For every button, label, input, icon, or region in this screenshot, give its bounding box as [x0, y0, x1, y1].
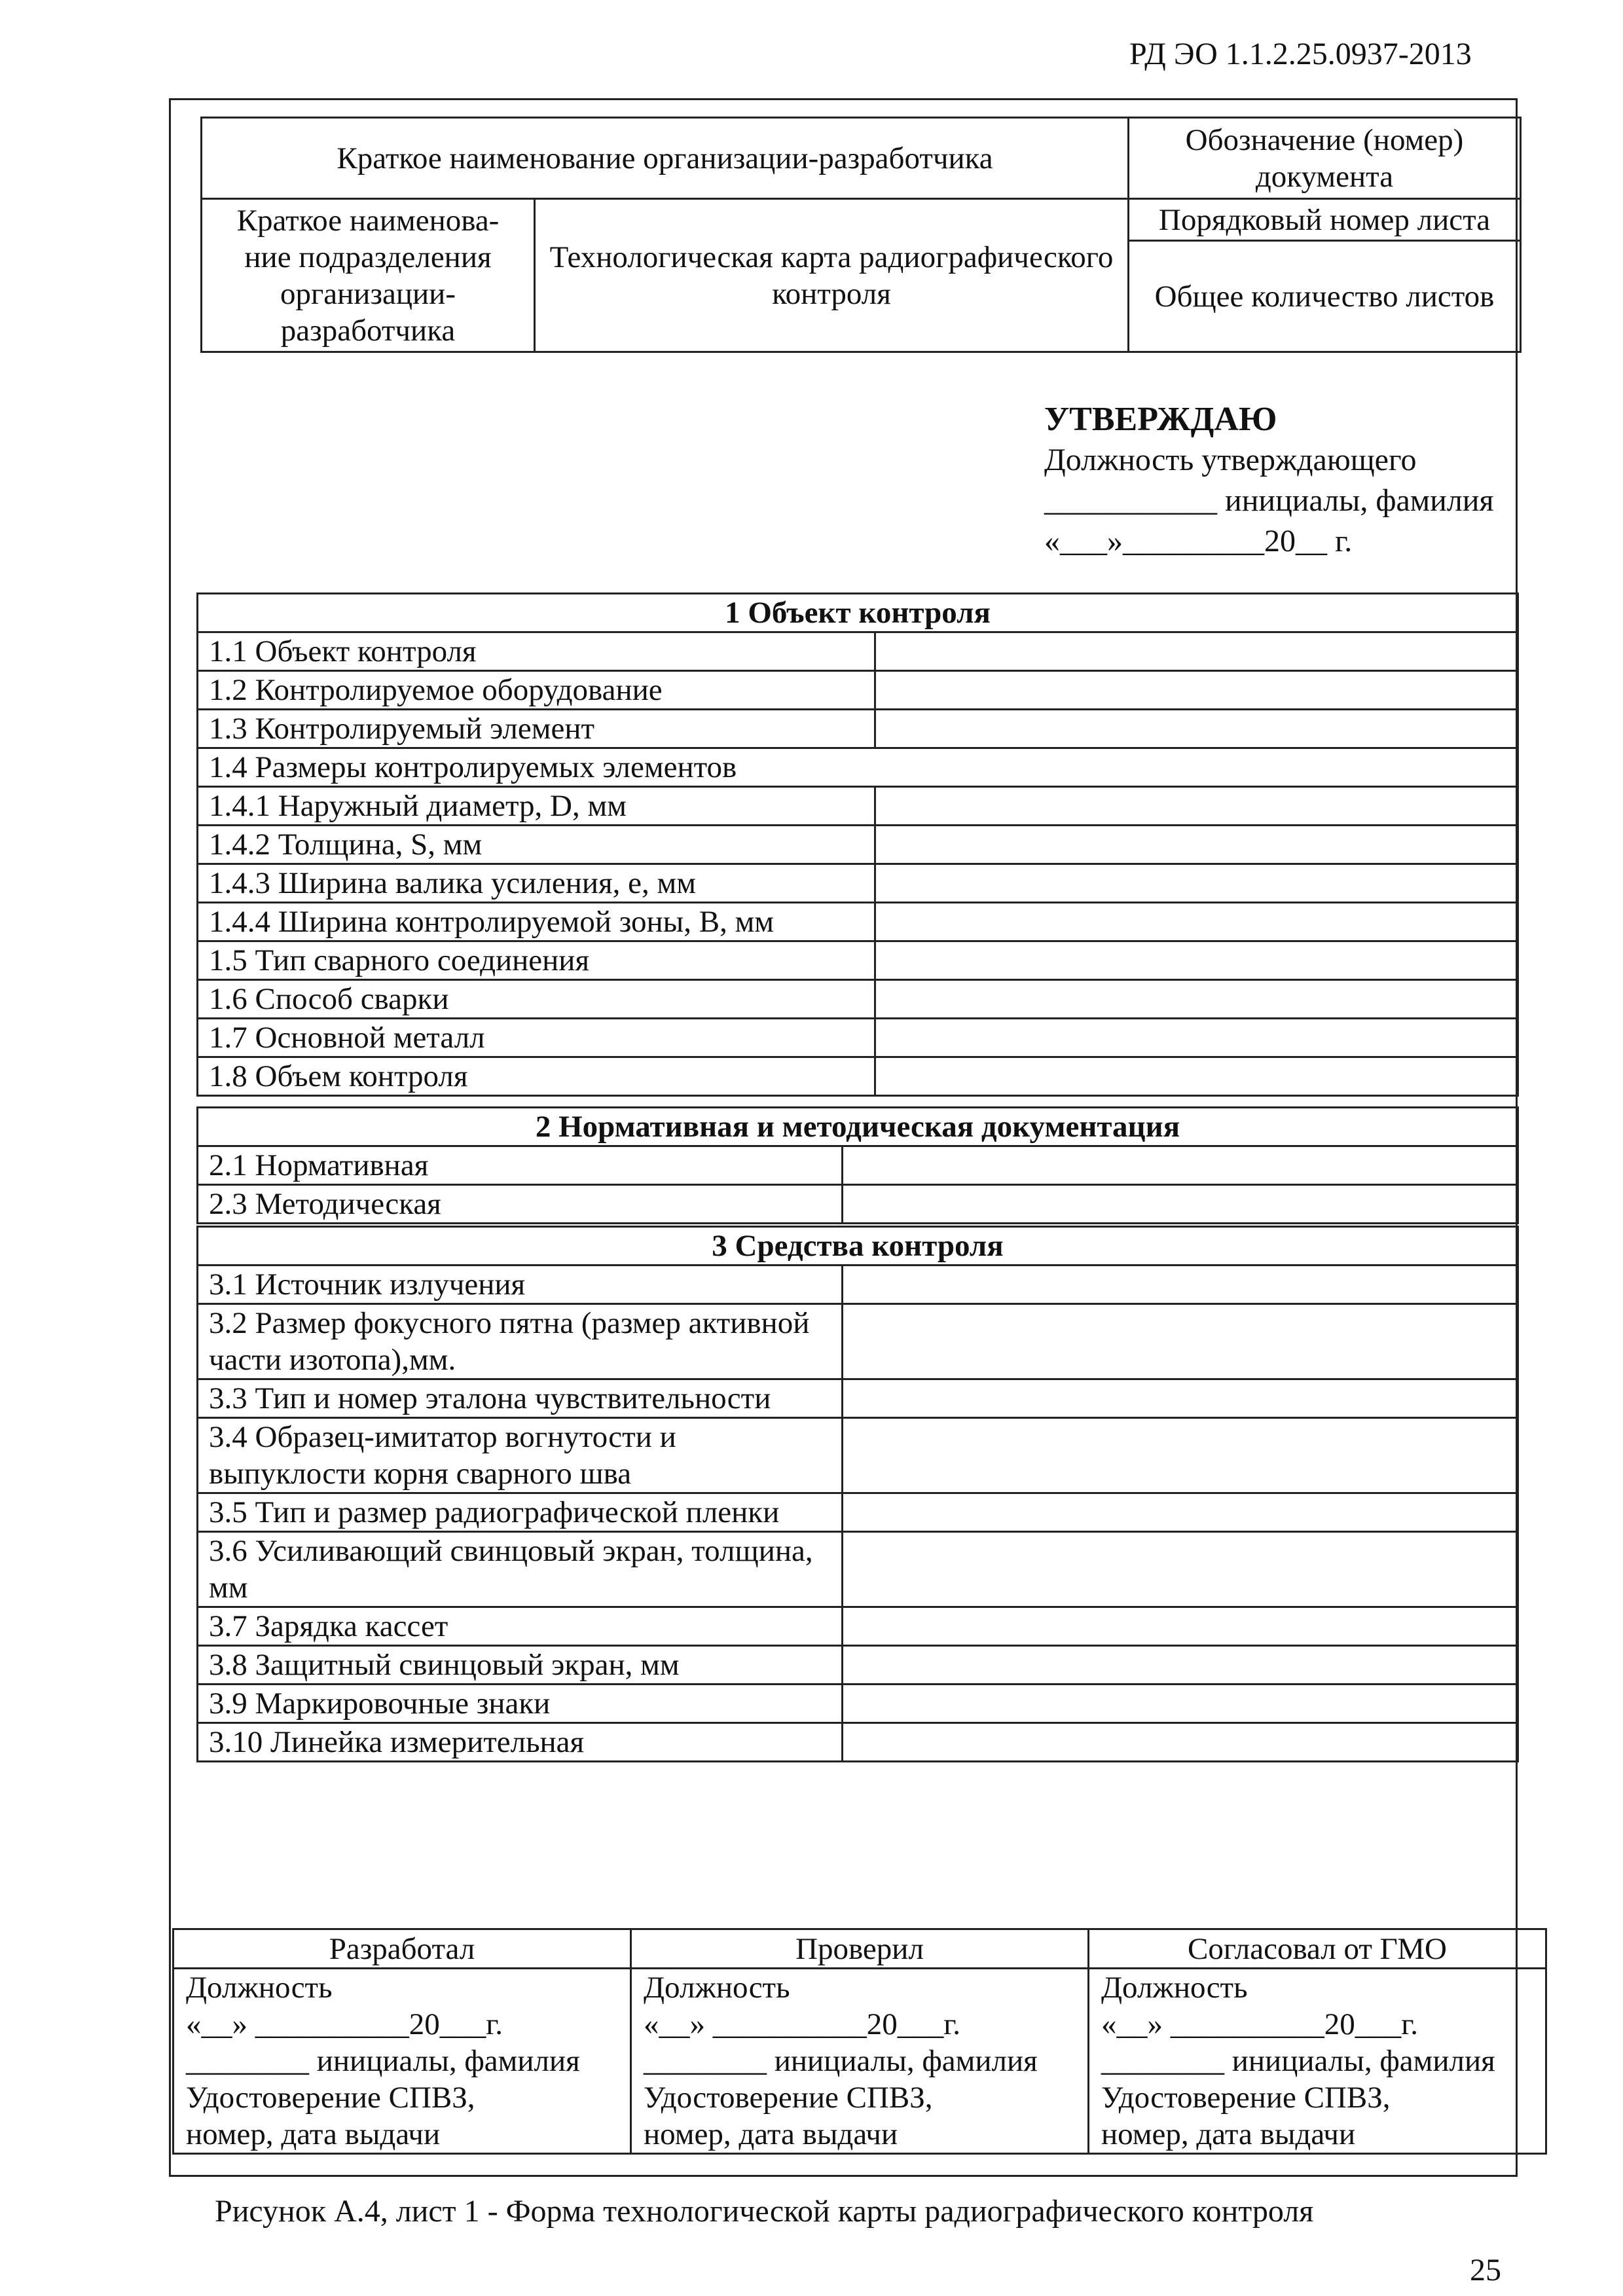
section-title: 2 Нормативная и методическая документация [198, 1108, 1518, 1146]
table-row: 1.1 Объект контроля [198, 632, 875, 671]
value-cell[interactable] [843, 1685, 1518, 1723]
approval-title: УТВЕРЖДАЮ [1044, 401, 1277, 438]
signature-cert-details: номер, дата выдачи [644, 2117, 898, 2151]
signature-cell [631, 1969, 1089, 2154]
signature-cell [1089, 1969, 1546, 2154]
value-cell[interactable] [875, 632, 1518, 671]
table-row: 3.2 Размер фокусного пятна (размер активной части изотопа),мм. [198, 1304, 843, 1379]
signature-date: «__» __________20___г. [644, 2007, 960, 2041]
signature-certificate: Удостоверение СПВЗ, [644, 2081, 933, 2115]
signature-cert-details: номер, дата выдачи [1101, 2117, 1356, 2151]
signature-position: Должность [1101, 1971, 1248, 2005]
developed-by-header: Разработал [173, 1929, 631, 1969]
value-cell[interactable] [843, 1379, 1518, 1418]
table-row: 3.9 Маркировочные знаки [198, 1685, 843, 1723]
value-cell[interactable] [875, 710, 1518, 748]
total-sheets-cell: Общее количество листов [1129, 241, 1521, 352]
value-cell[interactable] [875, 787, 1518, 826]
signature-initials: ________ инициалы, фамилия [1101, 2044, 1495, 2078]
card-title-cell: Технологическая карта радиографического контроля [535, 199, 1129, 352]
value-cell[interactable] [843, 1493, 1518, 1532]
section-3-table [196, 1226, 1519, 1762]
value-cell[interactable] [843, 1607, 1518, 1646]
org-name-cell: Краткое наименование организации-разработчика [202, 118, 1129, 199]
table-row: 1.4.4 Ширина контролируемой зоны, B, мм [198, 903, 875, 941]
value-cell[interactable] [875, 903, 1518, 941]
header-table [200, 117, 1522, 353]
value-cell[interactable] [875, 980, 1518, 1019]
signature-position: Должность [644, 1971, 790, 2005]
table-row: 1.8 Объем контроля [198, 1057, 875, 1096]
table-row: 2.1 Нормативная [198, 1146, 843, 1185]
sheet-number-cell: Порядковый номер листа [1129, 199, 1521, 241]
document-code: РД ЭО 1.1.2.25.0937-2013 [1129, 37, 1472, 71]
signature-initials: ________ инициалы, фамилия [186, 2044, 580, 2078]
value-cell[interactable] [843, 1723, 1518, 1762]
table-row: 3.6 Усиливающий свинцовый экран, толщина, мм [198, 1532, 843, 1607]
table-row: 1.2 Контролируемое оборудование [198, 671, 875, 710]
checked-by-header: Проверил [631, 1929, 1089, 1969]
table-row: 3.5 Тип и размер радиографической пленки [198, 1493, 843, 1532]
table-row: 1.4.2 Толщина, S, мм [198, 826, 875, 864]
section-title: 1 Объект контроля [198, 594, 1518, 632]
value-cell[interactable] [843, 1185, 1518, 1224]
value-cell[interactable] [875, 1057, 1518, 1096]
table-row: 1.4.1 Наружный диаметр, D, мм [198, 787, 875, 826]
signature-certificate: Удостоверение СПВЗ, [186, 2081, 475, 2115]
value-cell[interactable] [875, 864, 1518, 903]
value-cell[interactable] [843, 1266, 1518, 1304]
table-row: 1.3 Контролируемый элемент [198, 710, 875, 748]
value-cell[interactable] [875, 1019, 1518, 1057]
approved-by-header: Согласовал от ГМО [1089, 1929, 1546, 1969]
table-row: 3.1 Источник излучения [198, 1266, 843, 1304]
table-row: 1.4.3 Ширина валика усиления, e, мм [198, 864, 875, 903]
table-row: 1.6 Способ сварки [198, 980, 875, 1019]
page-number: 25 [1470, 2253, 1501, 2287]
approval-date: «___»_________20__ г. [1044, 524, 1353, 558]
signature-cert-details: номер, дата выдачи [186, 2117, 441, 2151]
table-row: 3.4 Образец-имитатор вогнутости и выпуклости корня сварного шва [198, 1418, 843, 1493]
value-cell[interactable] [843, 1304, 1518, 1379]
value-cell[interactable] [843, 1532, 1518, 1607]
approver-initials: ___________ инициалы, фамилия [1044, 483, 1494, 518]
signature-position: Должность [186, 1971, 333, 2005]
table-row: 3.10 Линейка измерительная [198, 1723, 843, 1762]
signature-date: «__» __________20___г. [186, 2007, 503, 2041]
value-cell[interactable] [875, 941, 1518, 980]
table-row: 2.3 Методическая [198, 1185, 843, 1224]
figure-caption: Рисунок А.4, лист 1 - Форма технологической карты радиографического контроля [215, 2194, 1314, 2229]
section-1-table [196, 592, 1519, 1097]
value-cell[interactable] [875, 826, 1518, 864]
table-row: 3.7 Зарядка кассет [198, 1607, 843, 1646]
signature-date: «__» __________20___г. [1101, 2007, 1418, 2041]
table-row: 3.3 Тип и номер эталона чувствительности [198, 1379, 843, 1418]
approver-position: Должность утверждающего [1044, 443, 1417, 477]
subdivision-cell: Краткое наименова-ние подразделения организации-разработчика [202, 199, 535, 352]
doc-designation-cell: Обозначение (номер) документа [1129, 118, 1521, 199]
value-cell[interactable] [843, 1418, 1518, 1493]
signatures-table [172, 1928, 1547, 2155]
table-row: 3.8 Защитный свинцовый экран, мм [198, 1646, 843, 1685]
approval-block [1044, 399, 1494, 562]
section-title: 3 Средства контроля [198, 1227, 1518, 1266]
signature-initials: ________ инициалы, фамилия [644, 2044, 1038, 2078]
value-cell[interactable] [843, 1646, 1518, 1685]
value-cell[interactable] [875, 671, 1518, 710]
table-row: 1.4 Размеры контролируемых элементов [198, 748, 1518, 787]
section-2-table [196, 1106, 1519, 1224]
table-row: 1.5 Тип сварного соединения [198, 941, 875, 980]
table-row: 1.7 Основной металл [198, 1019, 875, 1057]
signature-certificate: Удостоверение СПВЗ, [1101, 2081, 1391, 2115]
value-cell[interactable] [843, 1146, 1518, 1185]
signature-cell [173, 1969, 631, 2154]
